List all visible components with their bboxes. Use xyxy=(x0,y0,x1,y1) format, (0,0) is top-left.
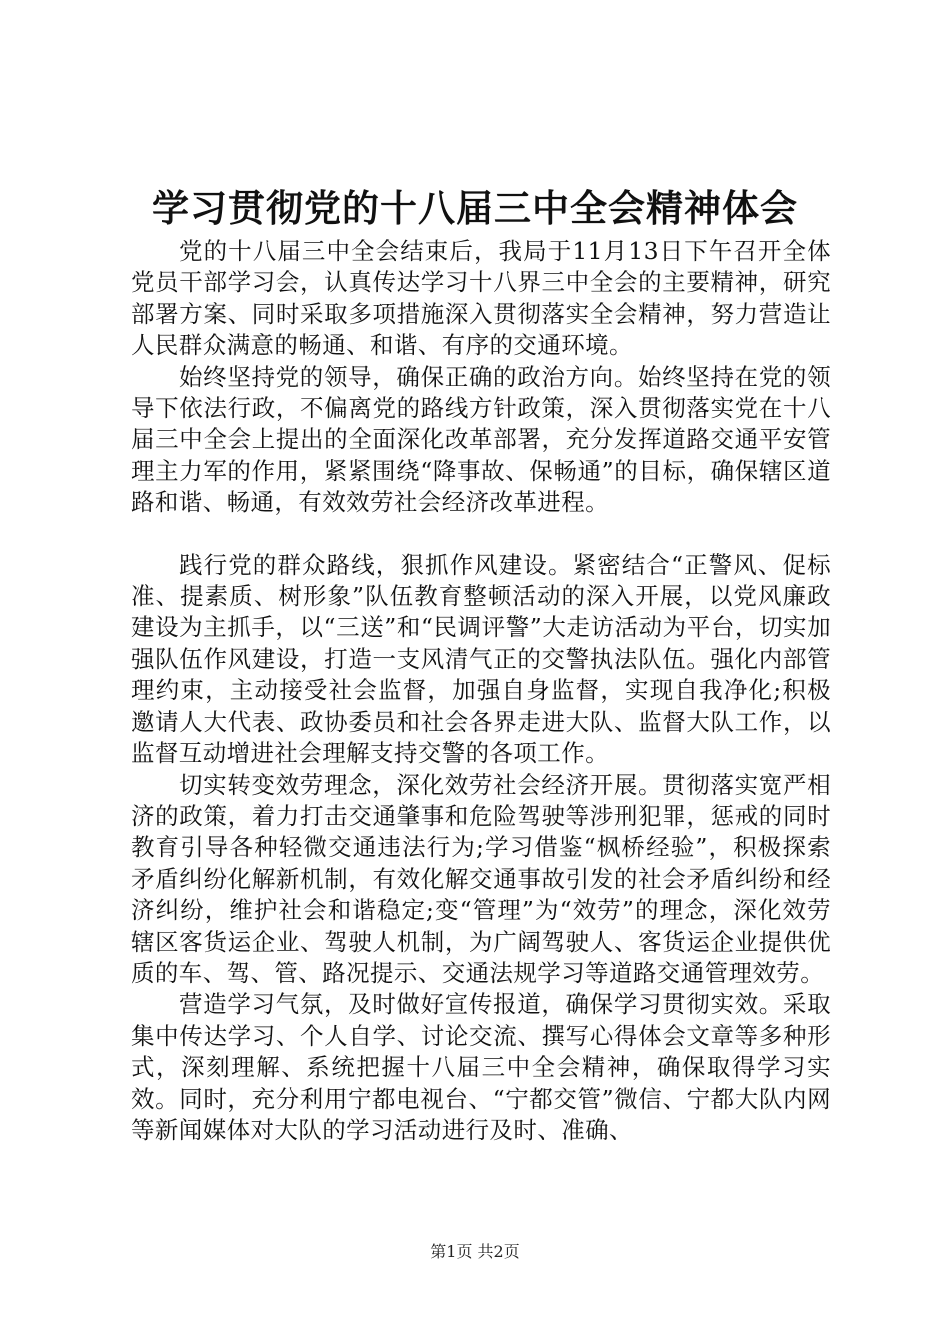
paragraph-mass-line: 践行党的群众路线，狠抓作风建设。紧密结合“正警风、促标准、提素质、树形象”队伍教育整顿活动的深入开展，以党风廉政建设为主抓手，以“三送”和“民调评警”大走访活动为平台，切实加强队伍作风建设，打造一支风清气正的交警执法队伍。强化内部管理约束，主动接受社会监督，加强自身监督，实现自我净化;积极邀请人大代表、政协委员和社会各界走进大队、监督大队工作，以监督互动增进社会理解支持交警的各项工作。 xyxy=(131,550,831,768)
document-body xyxy=(131,236,831,1146)
page-number-footer: 第1页 共2页 xyxy=(430,1242,520,1261)
document-title: 学习贯彻党的十八届三中全会精神体会 xyxy=(152,186,798,230)
paragraph-intro: 党的十八届三中全会结束后，我局于11月13日下午召开全体党员干部学习会，认真传达学习十八界三中全会的主要精神，研究部署方案、同时采取多项措施深入贯彻落实全会精神，努力营造让人民群众满意的畅通、和谐、有序的交通环境。 xyxy=(131,237,831,360)
paragraph-study-atmosphere: 营造学习气氛，及时做好宣传报道，确保学习贯彻实效。采取集中传达学习、个人自学、讨论交流、撰写心得体会文章等多种形式，深刻理解、系统把握十八届三中全会精神，确保取得学习实效。同时，充分利用宁都电视台、“宁都交管”微信、宁都大队内网等新闻媒体对大队的学习活动进行及时、准确、 xyxy=(131,990,831,1144)
paragraph-service-concept: 切实转变效劳理念，深化效劳社会经济开展。贯彻落实宽严相济的政策，着力打击交通肇事和危险驾驶等涉刑犯罪，惩戒的同时教育引导各种轻微交通违法行为;学习借鉴“枫桥经验”，积极探索矛盾纠纷化解新机制，有效化解交通事故引发的社会矛盾纠纷和经济纠纷，维护社会和谐稳定;变“管理”为“效劳”的理念，深化效劳辖区客货运企业、驾驶人机制，为广阔驾驶人、客货运企业提供优质的车、驾、管、路况提示、交通法规学习等道路交通管理效劳。 xyxy=(131,770,831,987)
paragraph-party-leadership: 始终坚持党的领导，确保正确的政治方向。始终坚持在党的领导下依法行政，不偏离党的路线方针政策，深入贯彻落实党在十八届三中全会上提出的全面深化改革部署，充分发挥道路交通平安管理主力军的作用，紧紧围绕“降事故、保畅通”的目标，确保辖区道路和谐、畅通，有效效劳社会经济改革进程。 xyxy=(131,362,831,517)
